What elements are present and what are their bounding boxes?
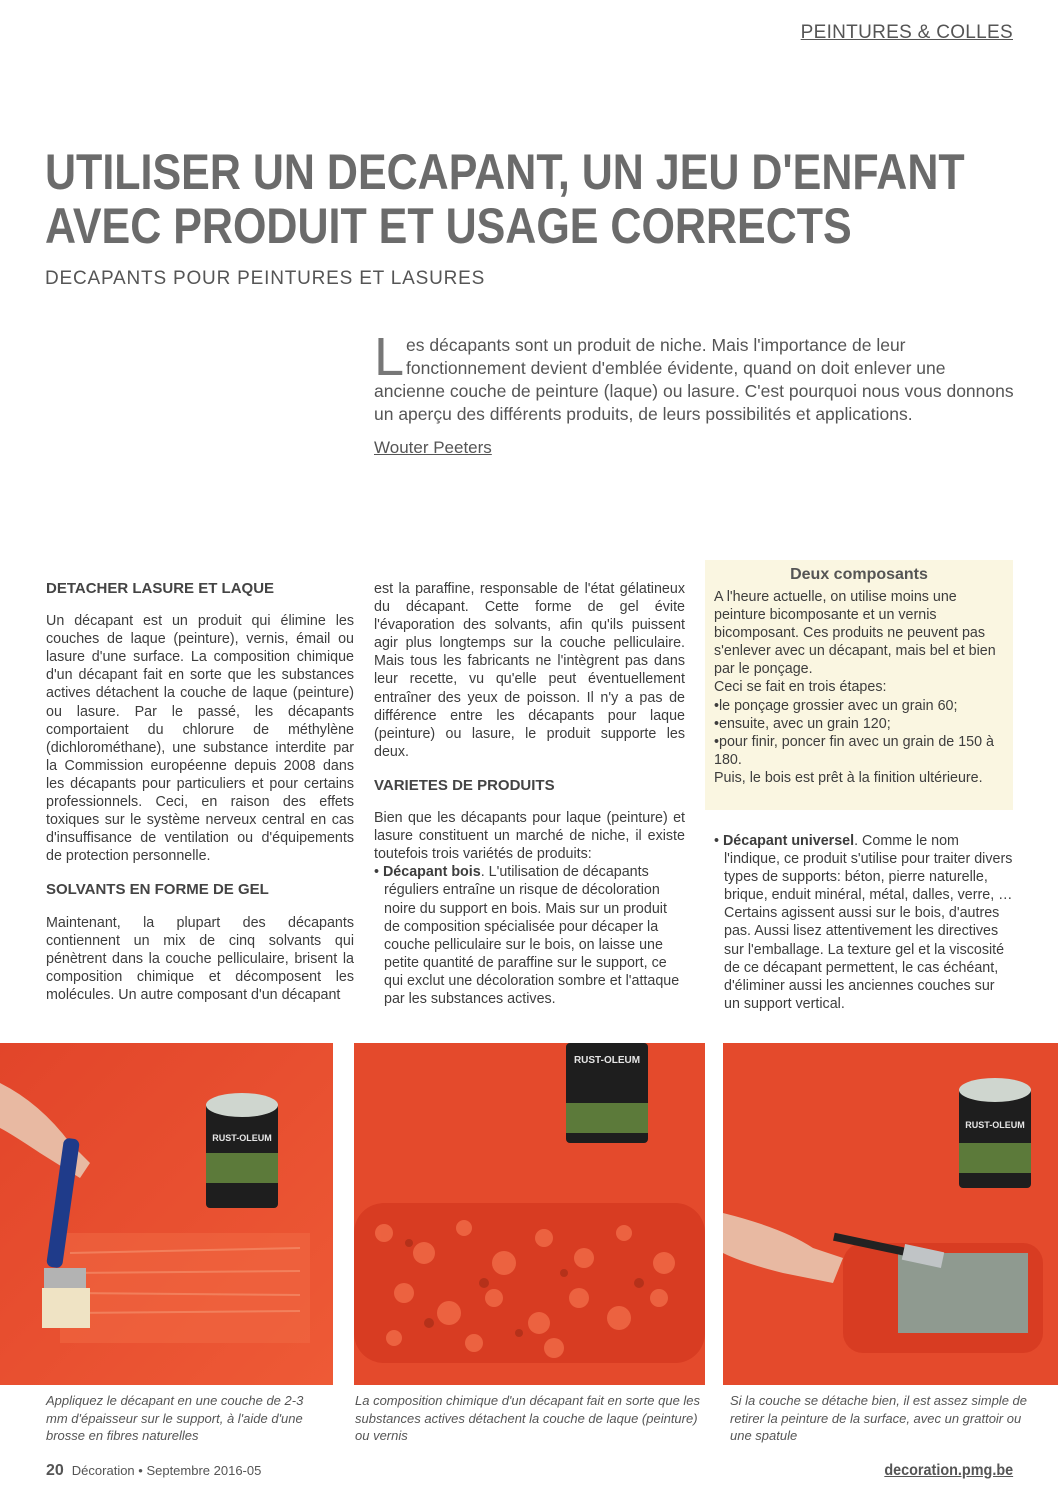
- photo-apply-stripper: [0, 1043, 333, 1385]
- bullet-text: . L'utilisation de décapants réguliers entraîne un risque de décoloration noire du support en bois. Mais sur un produit de composition spécialisée pour décaper la couche pelliculaire sur le bois, on laisse une petite quantité de paraffine sur le support, ce qui exclut une décoloration sombre et l'attaque par les substances actives.: [384, 864, 680, 1007]
- article-subtitle: DECAPANTS POUR PEINTURES ET LASURES: [45, 268, 486, 289]
- box-line: Puis, le bois est prêt à la finition ultérieure.: [714, 769, 983, 786]
- title-line-2: AVEC PRODUIT ET USAGE CORRECTS: [45, 198, 852, 254]
- article-title: [45, 144, 965, 254]
- column-1: [46, 580, 354, 1020]
- heading-varietes: VARIETES DE PRODUITS: [374, 776, 555, 794]
- photo-3-illustration: [723, 1043, 1058, 1385]
- paragraph: Maintenant, la plupart des décapants contiennent un mix de cinq solvants qui pénètrent dans la couche pelliculaire, brisent la composition chimique et décomposent les molécules. Un autre composant d'un décapant: [46, 914, 354, 1003]
- caption-photo-1: Appliquez le décapant en une couche de 2-3 mm d'épaisseur sur le support, à l'aide d'une brosse en fibres naturelles: [46, 1393, 304, 1443]
- heading-detacher: DETACHER LASURE ET LAQUE: [46, 580, 275, 597]
- box-line: •le ponçage grossier avec un grain 60;: [714, 697, 958, 714]
- photo-2-illustration: [354, 1043, 705, 1385]
- photo-wrinkled-paint: [354, 1043, 705, 1385]
- bullet-decapant-bois: • Décapant bois. L'utilisation de décapants réguliers entraîne un risque de décoloration noire du support en bois. Mais sur un produit de composition spécialisée pour décaper la couche pelliculaire sur le bois, on laisse une petite quantité de paraffine sur le support, ce qui exclut une décoloration sombre et l'attaque par les substances actives.: [374, 864, 680, 1007]
- paragraph: est la paraffine, responsable de l'état gélatineux du décapant. Cette forme de gel évite l'évaporation des solvants, afin qu'ils puissent agir plus longtemps sur la couche pelliculaire. Mais tous les fabricants ne l'intègrent pas dans leur recette, vu qu'elle peut éventuellement entraîner des yeux de poisson. Il n'y a pas de différence entre les décapants pour laque (peinture) ou lasure, le produit supporte les deux.: [374, 581, 685, 760]
- box-line: •pour finir, poncer fin avec un grain de 150 à 180.: [714, 733, 995, 768]
- box-line: A l'heure actuelle, on utilise moins une peinture bicomposante et un vernis bicomposant. Ces produits ne peuvent pas s'enlever avec un décapant, mais bel et bien par le ponçage.: [714, 589, 996, 678]
- bullet-label: Décapant universel: [722, 833, 855, 849]
- box-title: Deux composants: [790, 566, 928, 583]
- bullet-label: Décapant bois: [382, 864, 481, 881]
- photo-1-illustration: [0, 1043, 333, 1385]
- bullet-text: . Comme le nom l'indique, ce produit s'utilise pour traiter divers types de supports: béton, pierre naturelle, brique, enduit minéral, métal, dalles, verre, … Certains agissent aussi sur le bois, d'autres pas. Aussi lisez attentivement les directives sur l'emballage. La texture gel et la viscosité de ce décapant permettent, le cas échéant, d'éliminer aussi les anciennes couches sur un support vertical.: [724, 833, 1013, 1012]
- paragraph: Bien que les décapants pour laque (peinture) et lasure constituent un marché de niche, il existe toutefois trois variétés de produits:: [374, 810, 685, 863]
- intro-paragraph: [374, 327, 1014, 426]
- caption-photo-2: La composition chimique d'un décapant fait en sorte que les substances actives détachent la couche de laque (peinture) ou vernis: [355, 1393, 701, 1443]
- column-2: [374, 580, 685, 1008]
- section-tag: PEINTURES & COLLES: [800, 22, 1013, 43]
- column-3: [714, 832, 1014, 1013]
- heading-solvants: SOLVANTS EN FORME DE GEL: [46, 881, 269, 899]
- can-brand-label: RUST-OLEUM: [965, 1120, 1025, 1130]
- paragraph: Un décapant est un produit qui élimine les couches de laque (peinture), vernis, émail ou lasure d'une surface. La composition chimique d'un décapant fait en sorte que les substances actives détachent la couche de laque (peinture) ou lasure. Par le passé, les décapants comportaient du chlorure de méthylène (dichlorométhane), une substance interdite par la Commission européenne depuis 2008 dans les décapants pour particuliers et pour certains professionnels. Ceci, en raison des effets toxiques sur le système nerveux central en cas d'insuffisance de ventilation ou d'équipements de protection personnelle.: [46, 613, 354, 865]
- footer-left: [46, 1462, 261, 1480]
- box-line: •ensuite, avec un grain 120;: [714, 715, 891, 732]
- author-link[interactable]: Wouter Peeters: [374, 438, 492, 457]
- can-brand-label: RUST-OLEUM: [573, 1055, 641, 1066]
- title-line-1: UTILISER UN DECAPANT, UN JEU D'ENFANT: [45, 144, 965, 200]
- intro-text: es décapants sont un produit de niche. Mais l'importance de leur fonctionnement devient d'emblée évidente, quand on doit enlever une ancienne couche de peinture (laque) ou lasure. C'est pourquoi nous vous donnons un aperçu des différents produits, de leurs possibilités et applications.: [374, 335, 1014, 424]
- can-brand-label: RUST-OLEUM: [212, 1133, 272, 1143]
- website-link[interactable]: decoration.pmg.be: [884, 1462, 1013, 1479]
- info-box-deux-composants: [705, 560, 1013, 810]
- intro-dropcap: L: [374, 327, 405, 387]
- box-line: Ceci se fait en trois étapes:: [714, 679, 887, 696]
- caption-photo-3: Si la couche se détache bien, il est assez simple de retirer la peinture de la surface, avec un grattoir ou une spatule: [730, 1393, 1028, 1443]
- publication-info: Décoration • Septembre 2016-05: [71, 1463, 262, 1478]
- bullet-decapant-universel: • Décapant universel. Comme le nom l'indique, ce produit s'utilise pour traiter divers types de supports: béton, pierre naturelle, brique, enduit minéral, métal, dalles, verre, … Certains agissent aussi sur le bois, d'autres pas. Aussi lisez attentivement les directives sur l'emballage. La texture gel et la viscosité de ce décapant permettent, le cas échéant, d'éliminer aussi les anciennes couches sur un support vertical.: [714, 833, 1013, 1012]
- photo-scraping-paint: [723, 1043, 1058, 1385]
- page-number: 20: [46, 1462, 64, 1479]
